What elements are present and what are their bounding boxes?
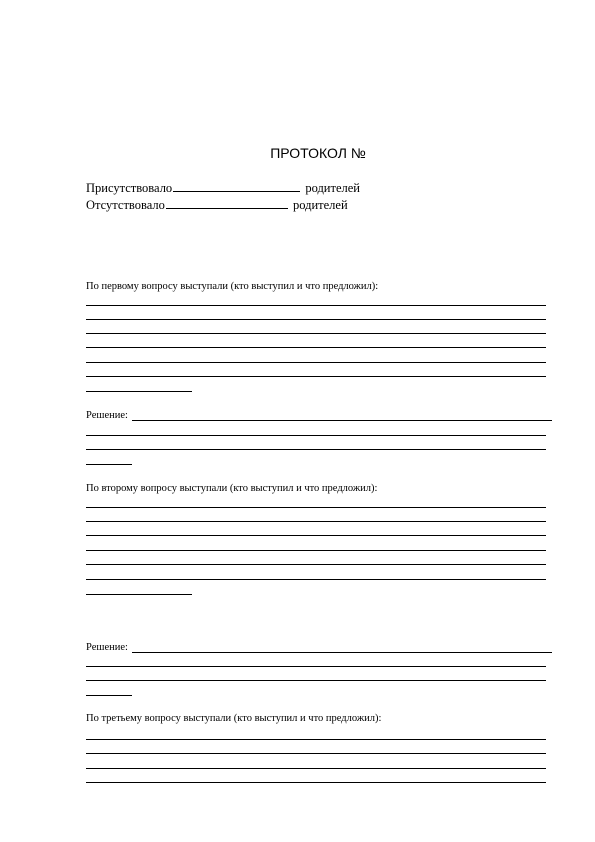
answer-line[interactable] — [86, 362, 546, 363]
decision-line[interactable] — [132, 652, 552, 653]
answer-line[interactable] — [86, 391, 192, 392]
absent-row — [86, 197, 348, 212]
answer-line[interactable] — [86, 550, 546, 551]
answer-line[interactable] — [86, 594, 192, 595]
decision-line[interactable] — [132, 420, 552, 421]
question-1-heading: По первому вопросу выступали (кто выступил и что предложил): — [86, 281, 379, 292]
answer-line[interactable] — [86, 333, 546, 334]
decision-line[interactable] — [86, 435, 546, 436]
decision-line[interactable] — [86, 695, 132, 696]
answer-line[interactable] — [86, 305, 546, 306]
present-parents-word: родителей — [305, 181, 360, 195]
answer-line[interactable] — [86, 507, 546, 508]
answer-line[interactable] — [86, 564, 546, 565]
answer-line[interactable] — [86, 739, 546, 740]
decision-line[interactable] — [86, 680, 546, 681]
present-count-blank[interactable] — [173, 180, 300, 192]
absent-label: Отсутствовало — [86, 198, 165, 212]
answer-line[interactable] — [86, 376, 546, 377]
decision-line[interactable] — [86, 666, 546, 667]
absent-count-blank[interactable] — [166, 197, 288, 209]
answer-line[interactable] — [86, 535, 546, 536]
answer-line[interactable] — [86, 521, 546, 522]
present-label: Присутствовало — [86, 181, 173, 195]
answer-line[interactable] — [86, 782, 546, 783]
present-row — [86, 180, 360, 195]
absent-parents-word: родителей — [292, 198, 348, 212]
decision-1-label: Решение: — [86, 410, 128, 421]
decision-2-label: Решение: — [86, 642, 128, 653]
answer-line[interactable] — [86, 347, 546, 348]
answer-line[interactable] — [86, 753, 546, 754]
decision-line[interactable] — [86, 464, 132, 465]
decision-line[interactable] — [86, 449, 546, 450]
answer-line[interactable] — [86, 579, 546, 580]
answer-line[interactable] — [86, 768, 546, 769]
question-3-heading: По третьему вопросу выступали (кто выступил и что предложил): — [86, 713, 382, 724]
protocol-title: ПРОТОКОЛ № — [270, 145, 366, 161]
question-2-heading: По второму вопросу выступали (кто выступил и что предложил): — [86, 483, 378, 494]
answer-line[interactable] — [86, 319, 546, 320]
